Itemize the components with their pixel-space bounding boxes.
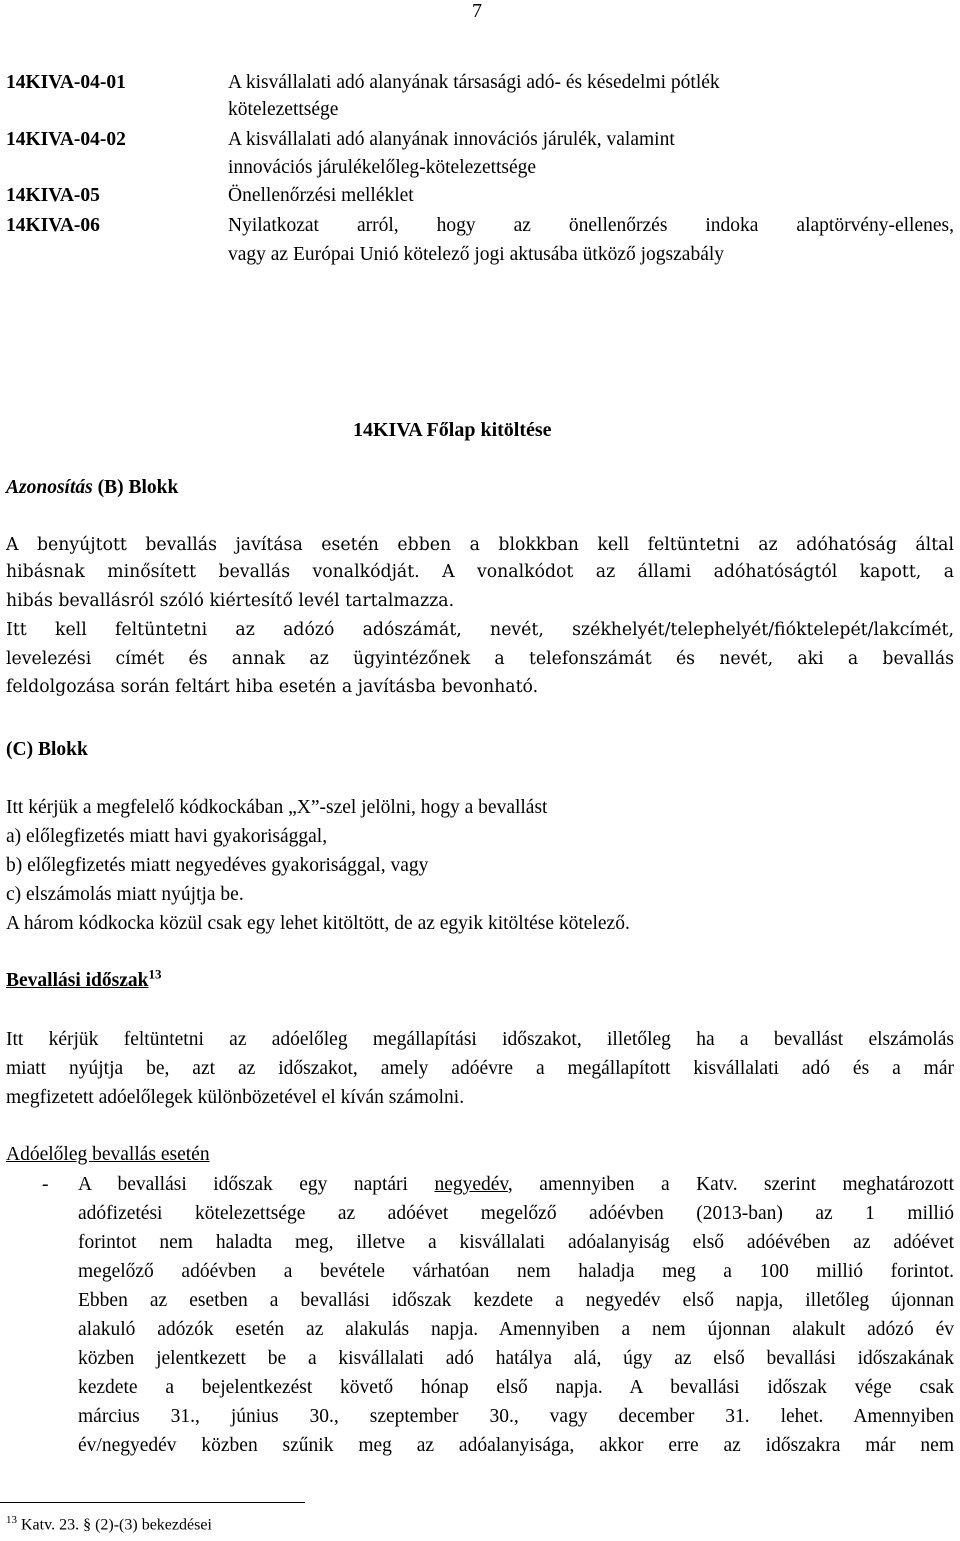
- section-heading-italic: Azonosítás: [6, 477, 93, 498]
- list-item-line: adófizetési kötelezettsége az adóévet megelőző adóévben (2013-ban) az 1 millió: [78, 1203, 954, 1224]
- paragraph-line: Itt kérjük feltüntetni az adóelőleg megállapítási időszakot, illetőleg ha a bevallást elszámolás: [6, 1029, 954, 1050]
- list-item-line: közben jelentkezett be a kisvállalati adó hatálya alá, úgy az első bevallási időszakának: [78, 1348, 954, 1369]
- list-item-line: Ebben az esetben a bevallási időszak kezdete a negyedév első napja, illetőleg újonnan: [78, 1290, 954, 1311]
- list-item-line: forintot nem haladta meg, illetve a kisvállalati adóalanyiság első adóévében az adóévet: [78, 1232, 954, 1253]
- list-item-line: március 31., június 30., szeptember 30., vagy december 31. lehet. Amennyiben: [78, 1406, 954, 1427]
- bullet-dash: -: [42, 1174, 49, 1195]
- list-item-line: alakuló adózók esetén az alakulás napja. Amennyiben a nem újonnan alakult adózó év: [78, 1319, 954, 1340]
- footnote-number: 13: [6, 1514, 17, 1526]
- form-description: A kisvállalati adó alanyának társasági adó- és késedelmi pótlék: [228, 72, 720, 93]
- form-description: vagy az Európai Unió kötelező jogi aktusába ütköző jogszabály: [228, 244, 725, 265]
- paragraph-line: A három kódkocka közül csak egy lehet kitöltött, de az egyik kitöltése kötelező.: [6, 913, 630, 934]
- paragraph-line: hibásnak minősített bevallás vonalkódját. A vonalkódot az állami adóhatóságtól kapott, a: [6, 562, 954, 582]
- form-code: 14KIVA-05: [6, 185, 100, 206]
- section-heading-rest: (B) Blokk: [92, 477, 179, 498]
- list-item-text: A bevallási időszak egy naptári: [78, 1174, 435, 1195]
- section-heading-period: [6, 966, 162, 992]
- list-item-line: megelőző adóévben a bevétele várhatóan nem haladja meg a 100 millió forintot.: [78, 1261, 954, 1282]
- list-item-line: [78, 1174, 954, 1196]
- footnote-separator: [0, 1502, 305, 1503]
- section-heading-text: Bevallási időszak: [6, 970, 149, 991]
- paragraph-line: b) előlegfizetés miatt negyedéves gyakorisággal, vagy: [6, 855, 429, 876]
- page-number: 7: [472, 0, 482, 22]
- paragraph-line: hibás bevallásról szóló kiértesítő levél tartalmazza.: [6, 591, 455, 611]
- section-heading-b-block: [6, 477, 178, 499]
- section-heading-c-block: (C) Blokk: [6, 739, 88, 760]
- page-title: 14KIVA Főlap kitöltése: [353, 419, 552, 441]
- form-code: 14KIVA-04-02: [6, 129, 126, 150]
- paragraph-line: Itt kérjük a megfelelő kódkockában „X”-szel jelölni, hogy a bevallást: [6, 797, 548, 818]
- paragraph-line: feldolgozása során feltárt hiba esetén a javításba bevonható.: [6, 677, 539, 697]
- form-description: Nyilatkozat arról, hogy az önellenőrzés indoka alaptörvény-ellenes,: [228, 215, 954, 236]
- footnote-text: Katv. 23. § (2)-(3) bekezdései: [17, 1516, 212, 1534]
- form-description: kötelezettsége: [228, 99, 339, 120]
- list-item-line: kezdete a bejelentkezést követő hónap első napja. A bevallási időszak vége csak: [78, 1377, 954, 1398]
- form-code: 14KIVA-06: [6, 215, 100, 236]
- list-item-underlined: negyedév: [434, 1174, 508, 1195]
- footnote: [6, 1514, 212, 1534]
- paragraph-line: miatt nyújtja be, azt az időszakot, amely adóévre a megállapított kisvállalati adó és a már: [6, 1058, 954, 1079]
- paragraph-line: Itt kell feltüntetni az adózó adószámát, nevét, székhelyét/telephelyét/fióktelepét/lakcímét,: [6, 620, 954, 640]
- form-description: A kisvállalati adó alanyának innovációs járulék, valamint: [228, 129, 675, 150]
- paragraph-line: A benyújtott bevallás javítása esetén ebben a blokkban kell feltüntetni az adóhatóság által: [6, 535, 954, 555]
- paragraph-line: levelezési címét és annak az ügyintézőnek a telefonszámát és nevét, aki a bevallás: [6, 649, 954, 669]
- paragraph-line: megfizetett adóelőlegek különbözetével el kíván számolni.: [6, 1087, 465, 1108]
- paragraph-line: c) elszámolás miatt nyújtja be.: [6, 884, 244, 905]
- form-code: 14KIVA-04-01: [6, 72, 126, 93]
- list-item-text: , amennyiben a Katv. szerint meghatározott: [507, 1174, 954, 1195]
- form-description: innovációs járulékelőleg-kötelezettsége: [228, 157, 537, 178]
- list-item-line: év/negyedév közben szűnik meg az adóalanyisága, akkor erre az időszakra már nem: [78, 1435, 954, 1456]
- sub-heading: Adóelőleg bevallás esetén: [6, 1144, 210, 1165]
- form-description: Önellenőrzési melléklet: [228, 185, 414, 206]
- paragraph-line: a) előlegfizetés miatt havi gyakorisággal,: [6, 826, 328, 847]
- footnote-ref: 13: [148, 966, 162, 982]
